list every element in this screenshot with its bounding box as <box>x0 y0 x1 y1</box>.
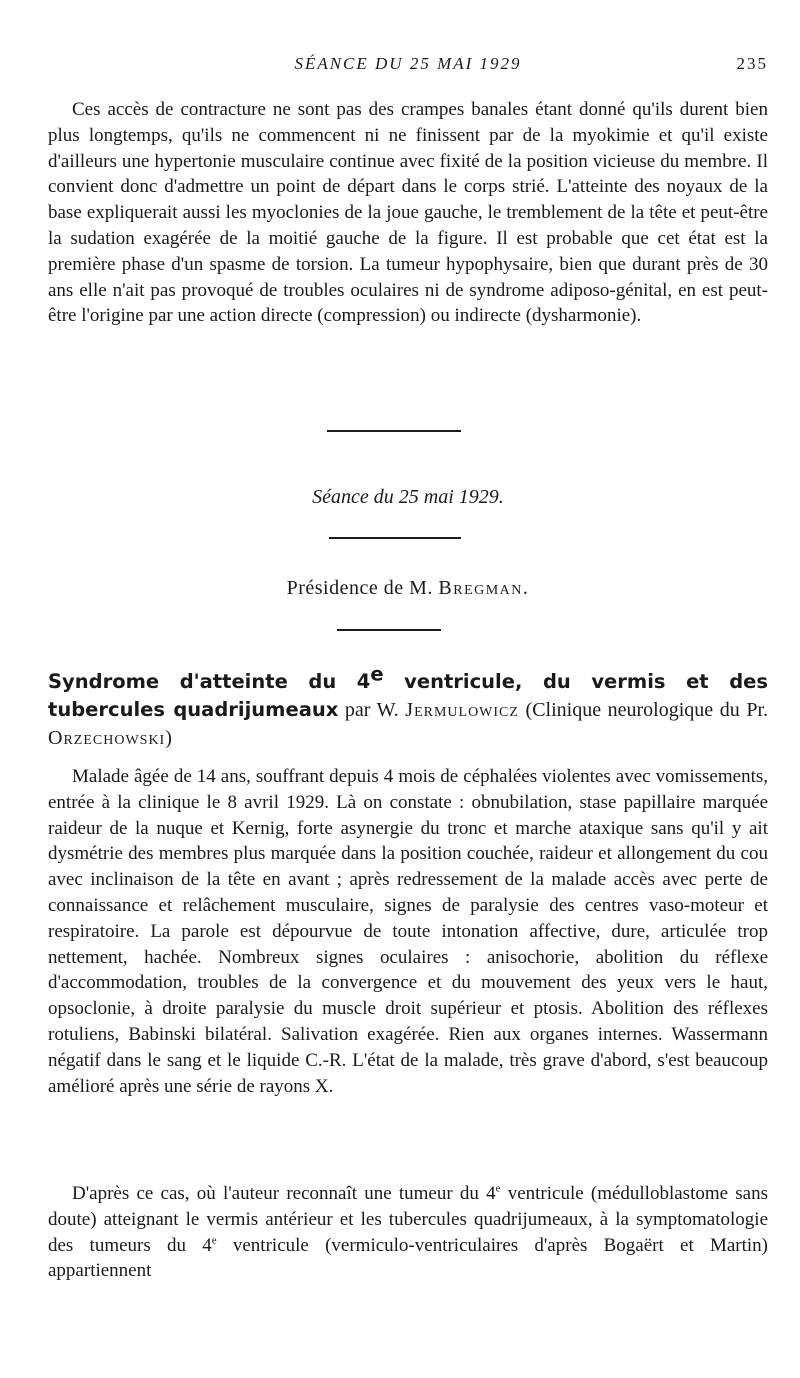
conclusion-part-a: D'après ce cas, où l'auteur reconnaît une tumeur du 4 <box>72 1183 496 1204</box>
article-title-part1: Syndrome d'atteinte du 4 <box>48 670 371 693</box>
running-header-title: SÉANCE DU 25 MAI 1929 <box>294 54 522 73</box>
session-title: Séance du 25 mai 1929. <box>312 486 504 508</box>
page-number: 235 <box>736 54 768 73</box>
article-by: par W. <box>338 699 406 721</box>
paragraph-case-report: Malade âgée de 14 ans, souffrant depuis 4 mois de céphalées violentes avec vomissements, entrée à la clinique le 8 avril 1929. Là on constate : obnubilation, stase papillaire marquée raideur de la nuque et Kernig, forte asynergie du tronc et marche ataxique sans qu'il y ait dysmétrie des membres plus marquée dans la position couchée, raideur et allongement du cou avec inclinaison de la tête en avant ; après redressement de la malade accès avec perte de connaissance et relâchement musculaire, signes de paralysie des centres vaso-moteur et respiratoire. La parole est dépourvue de toute intonation affective, dure, articulée trop nettement, hachée. Nombreux signes oculaires : anisochorie, abolition du réflexe d'accommodation, troubles de la convergence et du mouvement des yeux vers le haut, opsoclonie, à droite paralysie du muscle droit supérieur et ptosis. Abolition des réflexes rotuliens, Babinski bilatéral. Salivation exagérée. Rien aux organes internes. Wassermann négatif dans le sang et le liquide C.-R. L'état de la malade, très grave d'abord, s'est beaucoup amélioré après une série de rayons X. <box>48 766 768 1097</box>
presidence-line <box>48 575 768 601</box>
article-heading <box>48 662 769 752</box>
article-title-part2: ventricule, du vermis et des tubercules quadrijumeaux <box>48 670 768 721</box>
conclusion-sup-2: e <box>211 1234 217 1247</box>
conclusion-part-b: ventricule (médulloblastome sans doute) atteignant le vermis antérieur et les tubercules quadrijumeaux, à la symptomatologie des tumeurs du 4 <box>48 1183 768 1256</box>
paragraph-conclusion <box>48 1181 768 1284</box>
presidence-prefix: Présidence de M. <box>286 577 433 599</box>
article-author: Jermulowicz <box>405 699 519 721</box>
separator-rule <box>329 537 461 539</box>
separator-rule <box>337 629 441 631</box>
conclusion-part-c: ventricule (vermiculo-ventriculaires d'après Bogaërt et Martin) appartiennent <box>48 1234 768 1282</box>
article-close: ) <box>165 727 172 749</box>
separator-rule <box>327 430 461 432</box>
article-affiliation: (Clinique neurologique du Pr. <box>518 699 769 721</box>
article-professor: Orzechowski <box>48 727 166 749</box>
article-title-sup: e <box>370 662 384 686</box>
president-name: Bregman. <box>438 577 530 599</box>
running-header <box>48 54 768 80</box>
conclusion-sup-1: e <box>495 1182 501 1195</box>
paragraph-contracture: Ces accès de contracture ne sont pas des crampes banales étant donné qu'ils durent bien plus longtemps, qu'ils ne commencent ni ne finissent par de la myokimie et qu'il existe d'ailleurs une hypertonie musculaire continue avec fixité de la position vicieuse du membre. Il convient donc d'admettre un point de départ dans le corps strié. L'atteinte des noyaux de la base expliquerait aussi les myoclonies de la joue gauche, le tremblement de la tête et peut-être la sudation exagérée de la moitié gauche de la figure. Il est probable que cet état est la première phase d'un spasme de torsion. La tumeur hypophysaire, bien que durant près de 30 ans elle n'ait pas provoqué de troubles oculaires ni de syndrome adiposo-génital, en est peut-être l'origine par une action directe (compression) ou indirecte (dysharmonie). <box>48 99 768 327</box>
